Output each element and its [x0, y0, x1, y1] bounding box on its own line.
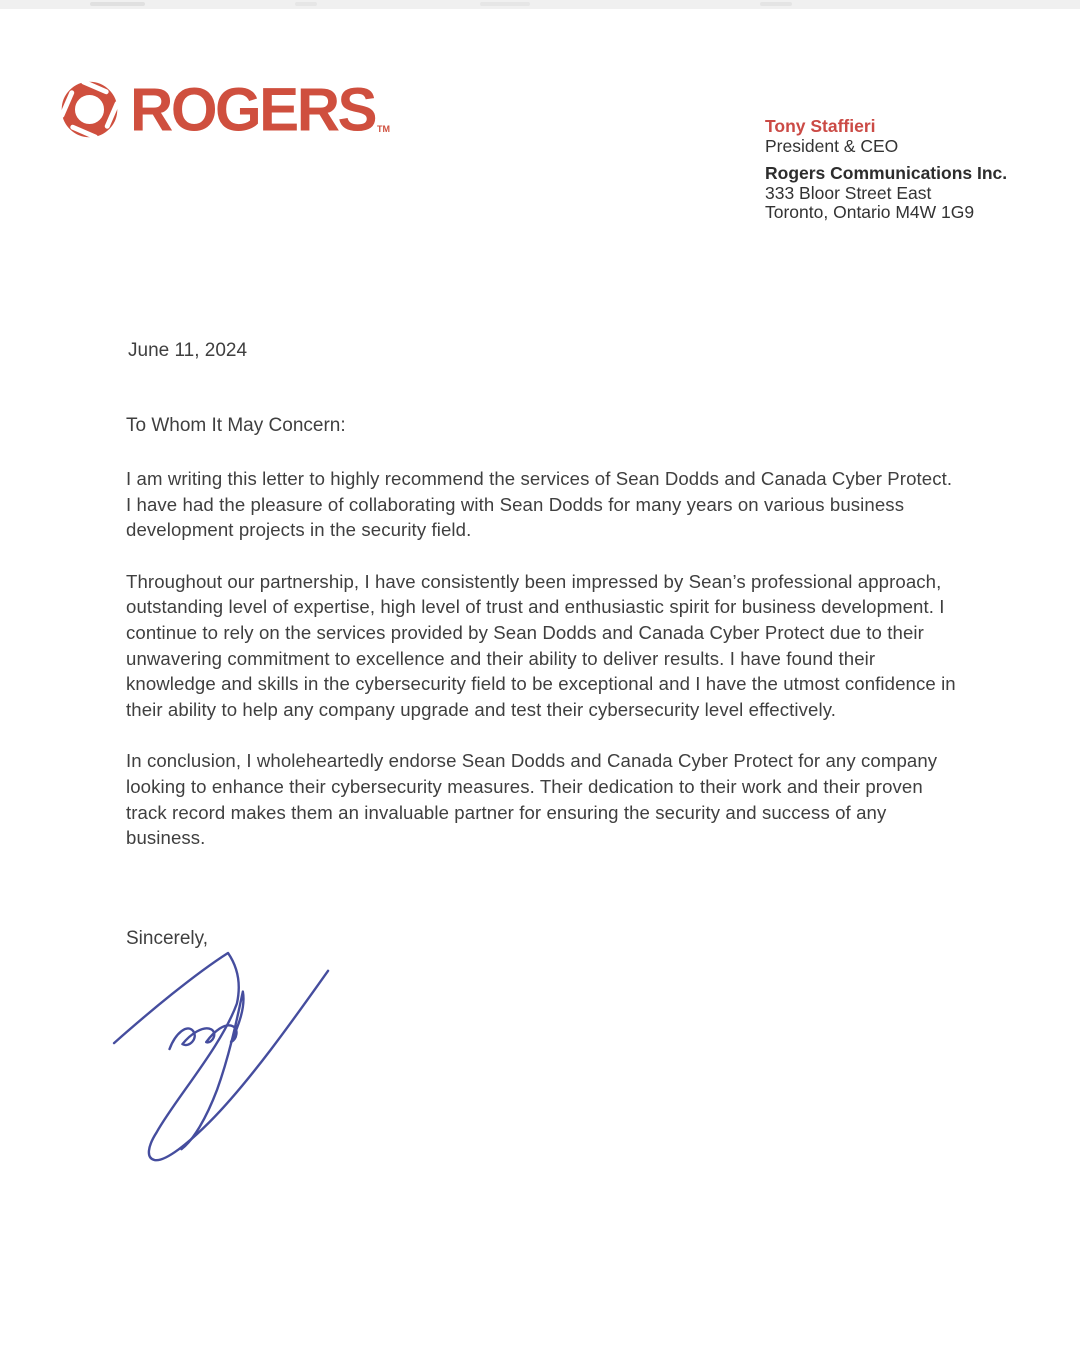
sender-name: Tony Staffieri [765, 116, 876, 136]
sender-block [765, 117, 1007, 223]
sender-title: President & CEO [765, 135, 899, 156]
trademark-symbol: TM [377, 124, 391, 134]
signature-handwriting [108, 948, 346, 1166]
letter-paragraph: I am writing this letter to highly recommend the services of Sean Dodds and Canada Cyber Protect. I have had the pleasure of collaborating with Sean Dodds for many years on various business development projects in the security field. [126, 468, 953, 541]
letter-salutation: To Whom It May Concern: [126, 415, 346, 436]
letter-body [126, 466, 956, 877]
scan-smudge [295, 2, 317, 6]
sender-address-line1: 333 Bloor Street East [765, 182, 932, 203]
sender-company: Rogers Communications Inc. [765, 163, 1008, 183]
scan-smudge [90, 2, 145, 6]
rogers-wordmark: ROGERS [130, 74, 376, 144]
letter-paragraph: Throughout our partnership, I have consistently been impressed by Sean’s professional approach, outstanding level of expertise, high level of trust and enthusiastic spirit for business development. I continue to rely on the services provided by Sean Dodds and Canada Cyber Protect due to their unwavering commitment to excellence and their ability to deliver results. I have found their knowledge and skills in the cybersecurity field to be exceptional and I have the utmost confidence in their ability to help any company upgrade and test their cybersecurity level effectively. [126, 570, 956, 720]
letter-date: June 11, 2024 [128, 340, 248, 361]
scan-smudge [760, 2, 792, 6]
scan-artifact-strip [0, 0, 1080, 9]
letter-closing: Sincerely, [126, 928, 209, 949]
scan-smudge [480, 2, 530, 6]
letter-paragraph: In conclusion, I wholeheartedly endorse Sean Dodds and Canada Cyber Protect for any company looking to enhance their cybersecurity measures. Their dedication to their work and their proven track record makes them an invaluable partner for ensuring the security and success of any business. [126, 750, 938, 849]
sender-address-line2: Toronto, Ontario M4W 1G9 [765, 202, 975, 222]
rogers-swirl-icon [58, 78, 121, 141]
rogers-logo [58, 74, 391, 144]
